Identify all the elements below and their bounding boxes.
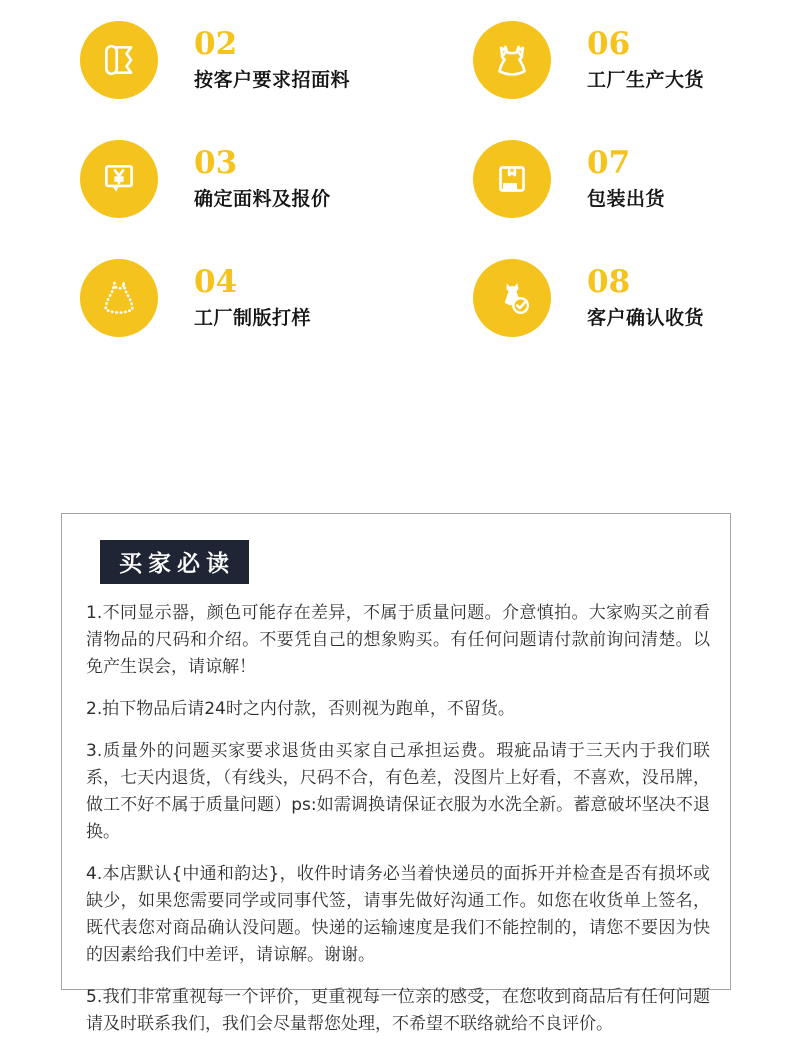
step-number: 06: [587, 26, 631, 63]
step-label: 工厂制版打样: [194, 306, 312, 329]
step-item-03: [80, 140, 350, 218]
step-label: 按客户要求招面料: [194, 68, 351, 91]
step-item-07: [473, 140, 704, 218]
notice-paragraph-5: 5.我们非常重视每一个评价，更重视每一位亲的感受，在您收到商品后有任何问题请及时联系我们，我们会尽量帮您处理，不希望不联络就给不良评价。: [86, 987, 710, 1034]
package-box-icon: [489, 156, 535, 202]
step-number: 03: [194, 145, 238, 182]
step-number: 04: [194, 264, 238, 301]
step-icon-badge: [80, 140, 158, 218]
step-icon-badge: [80, 259, 158, 337]
dress-production-icon: [489, 37, 535, 83]
price-quote-bubble-icon: [96, 156, 142, 202]
step-label: 包装出货: [587, 187, 666, 210]
step-item-02: [80, 21, 350, 99]
buyer-notice-box: [61, 513, 731, 1034]
notice-title: 买家必读: [100, 540, 249, 584]
step-icon-badge: [473, 140, 551, 218]
step-icon-badge: [473, 259, 551, 337]
steps-column-right: [473, 21, 704, 378]
step-icon-badge: [80, 21, 158, 99]
notice-paragraph-3: 3.质量外的问题买家要求退货由买家自己承担运费。瑕疵品请于三天内于我们联系，七天内退货，（有线头，尺码不合，有色差，没图片上好看，不喜欢，没吊牌，做工不好不属于质量问题）ps:如需调换请保证衣服为水洗全新。蓄意破坏坚决不退换。: [86, 741, 710, 842]
steps-column-left: [80, 21, 350, 378]
step-item-06: [473, 21, 704, 99]
notice-paragraph-2: 2.拍下物品后请24时之内付款，否则视为跑单，不留货。: [86, 699, 515, 719]
notice-paragraph-4: 4.本店默认{中通和韵达}，收件时请务必当着快递员的面拆开并检查是否有损坏或缺少，如果您需要同学或同事代签，请事先做好沟通工作。如您在收货单上签名，既代表您对商品确认没问题。快递的运输速度是我们不能控制的，请您不要因为快的因素给我们中差评，请谅解。谢谢。: [86, 864, 710, 965]
step-icon-badge: [473, 21, 551, 99]
notice-body: [86, 600, 710, 1038]
dress-pattern-icon: [96, 275, 142, 321]
step-number: 07: [587, 145, 631, 182]
fabric-roll-icon: [96, 37, 142, 83]
step-item-04: [80, 259, 350, 337]
dress-check-icon: [489, 275, 535, 321]
step-label: 确定面料及报价: [194, 187, 331, 210]
notice-paragraph-1: 1.不同显示器，颜色可能存在差异，不属于质量问题。介意慎拍。大家购买之前看清物品的尺码和介绍。不要凭自己的想象购买。有任何问题请付款前询问清楚。以免产生误会，请谅解！: [86, 603, 710, 677]
step-item-08: [473, 259, 704, 337]
step-label: 工厂生产大货: [587, 68, 705, 91]
step-number: 02: [194, 26, 238, 63]
step-label: 客户确认收货: [587, 306, 705, 329]
step-number: 08: [587, 264, 631, 301]
